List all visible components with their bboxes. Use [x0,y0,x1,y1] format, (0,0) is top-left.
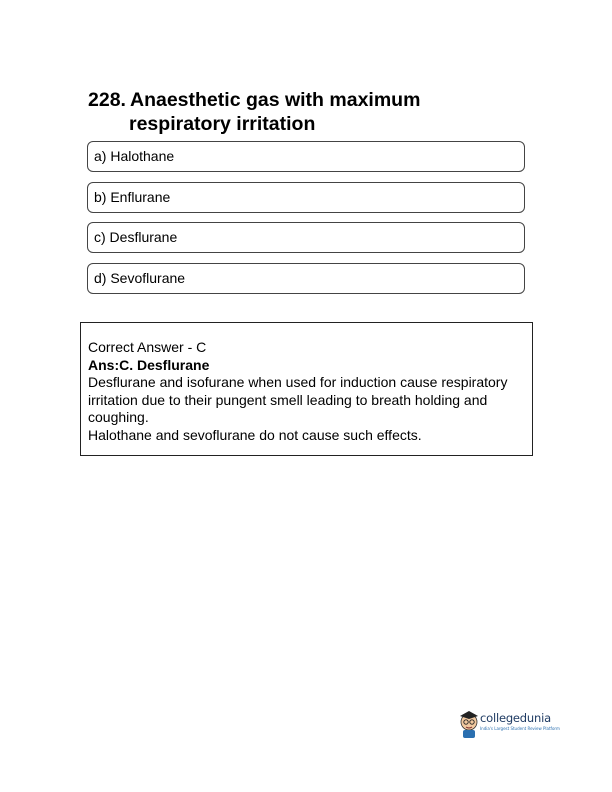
option-a[interactable]: a) Halothane [87,141,525,172]
question-title [88,88,528,136]
question-text-line1: Anaesthetic gas with maximum [130,89,421,111]
collegedunia-logo [458,706,558,740]
answer-heading: Ans:C. Desflurane [88,356,210,373]
question-line-1 [88,88,528,112]
logo-tagline: India's Largest Student Review Platform [480,726,560,731]
logo-brand-text: collegedunia [480,711,551,725]
option-b[interactable]: b) Enflurane [87,182,525,213]
question-text-line2: respiratory irritation [129,113,316,135]
answer-explanation-2: Halothane and sevoflurane do not cause such effects. [88,426,422,443]
question-number: 228. [88,89,126,111]
option-c[interactable]: c) Desflurane [87,222,525,253]
mascot-icon [458,706,480,740]
option-d[interactable]: d) Sevoflurane [87,263,525,294]
answer-explanation-1: Desflurane and isofurane when used for induction cause respiratory irritation due to their pungent smell leading to breath holding and coughing. [88,374,508,425]
answer-box [80,322,533,456]
correct-answer-label: Correct Answer - C [88,339,207,355]
